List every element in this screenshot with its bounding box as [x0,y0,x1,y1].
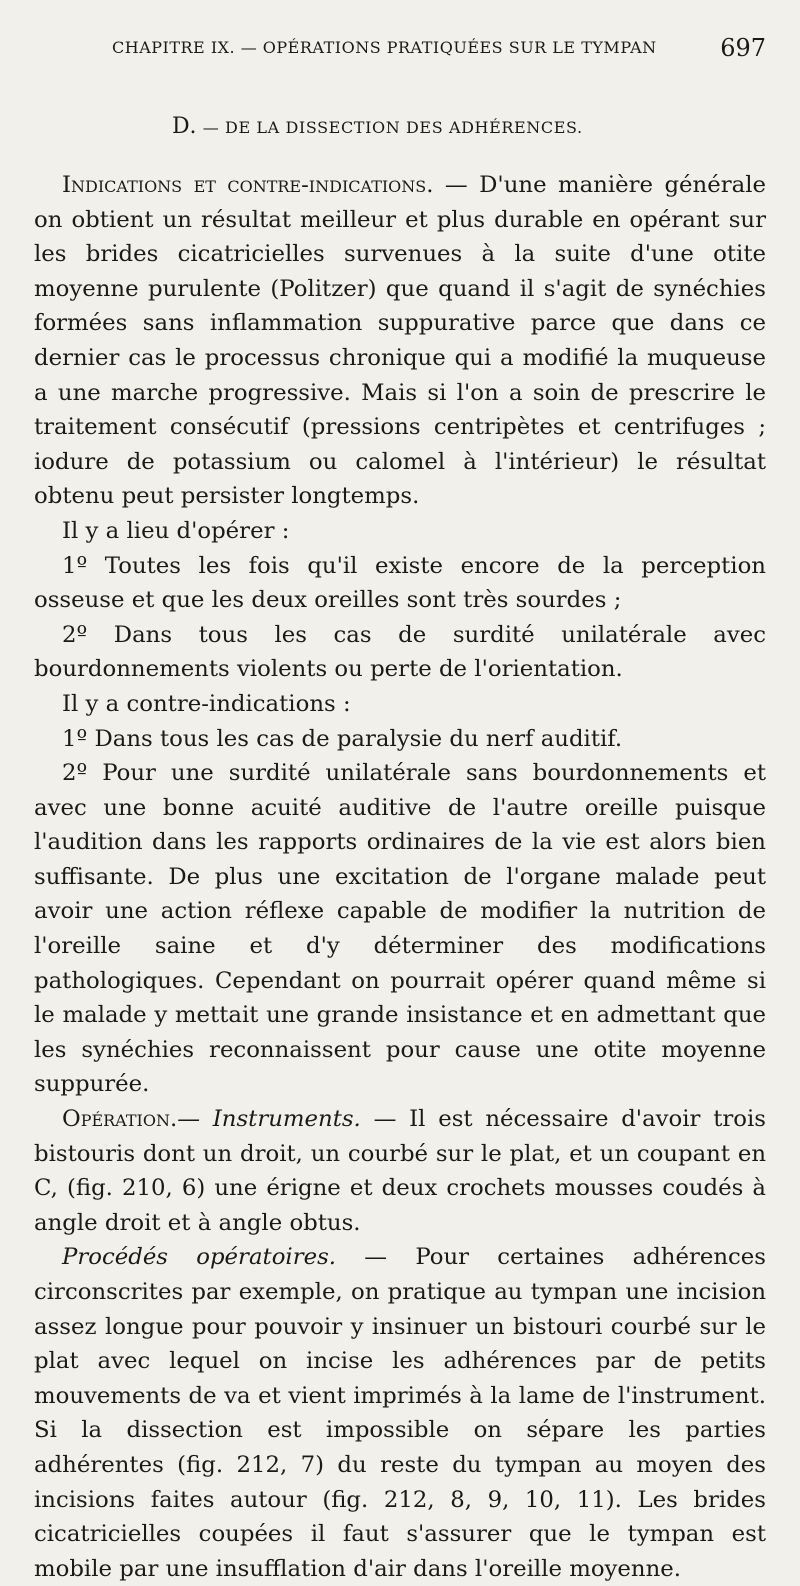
procedes-text: — Pour certaines adhérences circonscrites par exemple, on pratique au tympan une incision assez longue pour pouvoir y insinuer un bistouri courbé sur le plat avec lequel on incise les adhérences par de petits mouvements de va et vient imprimés à la lame de l'instrument. Si la dissection est impossible on sépare les parties adhérentes (fig. 212, 7) du reste du tympan au moyen des incisions faites autour (fig. 212, 8, 9, 10, 11). Les brides cicatricielles coupées il faut s'assurer que le tympan est mobile par une insufflation d'air dans l'oreille moyenne. [34,1244,766,1582]
running-title: CHAPITRE IX. — OPÉRATIONS PRATIQUÉES SUR LE TYMPAN [112,38,657,57]
body-text [34,168,766,1586]
section-title: — DE LA DISSECTION DES ADHÉRENCES. [202,118,583,137]
paragraph-procedes [34,1240,766,1586]
operation-text: — Il est nécessaire d'avoir trois bistouris dont un droit, un courbé sur le plat, et un coupant en C, (fig. 210, 6) une érigne et deux crochets mousses coudés à angle droit et à angle obtus. [34,1106,767,1236]
section-heading [172,114,583,139]
paragraph-contre-indications: Il y a contre-indications : [62,690,351,717]
indications-heading: Indications et contre-indications. [62,172,434,198]
paragraph-lieu-operer: Il y a lieu d'opérer : [62,517,290,544]
paragraph-contra-item-1: 1º Dans tous les cas de paralysie du nerf auditif. [62,725,623,752]
paragraph-item-1: 1º Toutes les fois qu'il existe encore de la perception osseuse et que les deux oreilles sont très sourdes ; [34,552,766,614]
instruments-heading: — Instruments. [177,1106,361,1133]
indications-text: — D'une manière générale on obtient un résultat meilleur et plus durable en opérant sur les brides cicatricielles survenues à la suite d'une otite moyenne purulente (Politzer) que quand il s'agit de synéchies formées sans inflammation suppurative parce que dans ce dernier cas le processus chronique qui a modifié la muqueuse a une marche progressive. Mais si l'on a soin de prescrire le traitement consécutif (pressions centripètes et centrifuges ; iodure de potassium ou calomel à l'intérieur) le résultat obtenu peut persister longtemps. [34,172,766,510]
running-head [112,34,772,68]
paragraph-item-2: 2º Dans tous les cas de surdité unilatérale avec bourdonnements violents ou perte de l'orientation. [34,621,766,683]
paragraph-operation [34,1102,766,1240]
operation-heading: Opération. [62,1106,178,1133]
paragraph-indications [34,168,766,514]
procedes-heading: Procédés opératoires. [62,1244,337,1271]
section-letter: D. [172,114,198,139]
page-number: 697 [720,34,766,62]
paragraph-contra-item-2: 2º Pour une surdité unilatérale sans bourdonnements et avec une bonne acuité auditive de l'autre oreille puisque l'audition dans les rapports ordinaires de la vie est alors bien suffisante. De plus une excitation de l'organe malade peut avoir une action réflexe capable de modifier la nutrition de l'oreille saine et d'y déterminer des modifications pathologiques. Cependant on pourrait opérer quand même si le malade y mettait une grande insistance et en admettant que les synéchies reconnaissent pour cause une otite moyenne suppurée. [34,760,766,1098]
